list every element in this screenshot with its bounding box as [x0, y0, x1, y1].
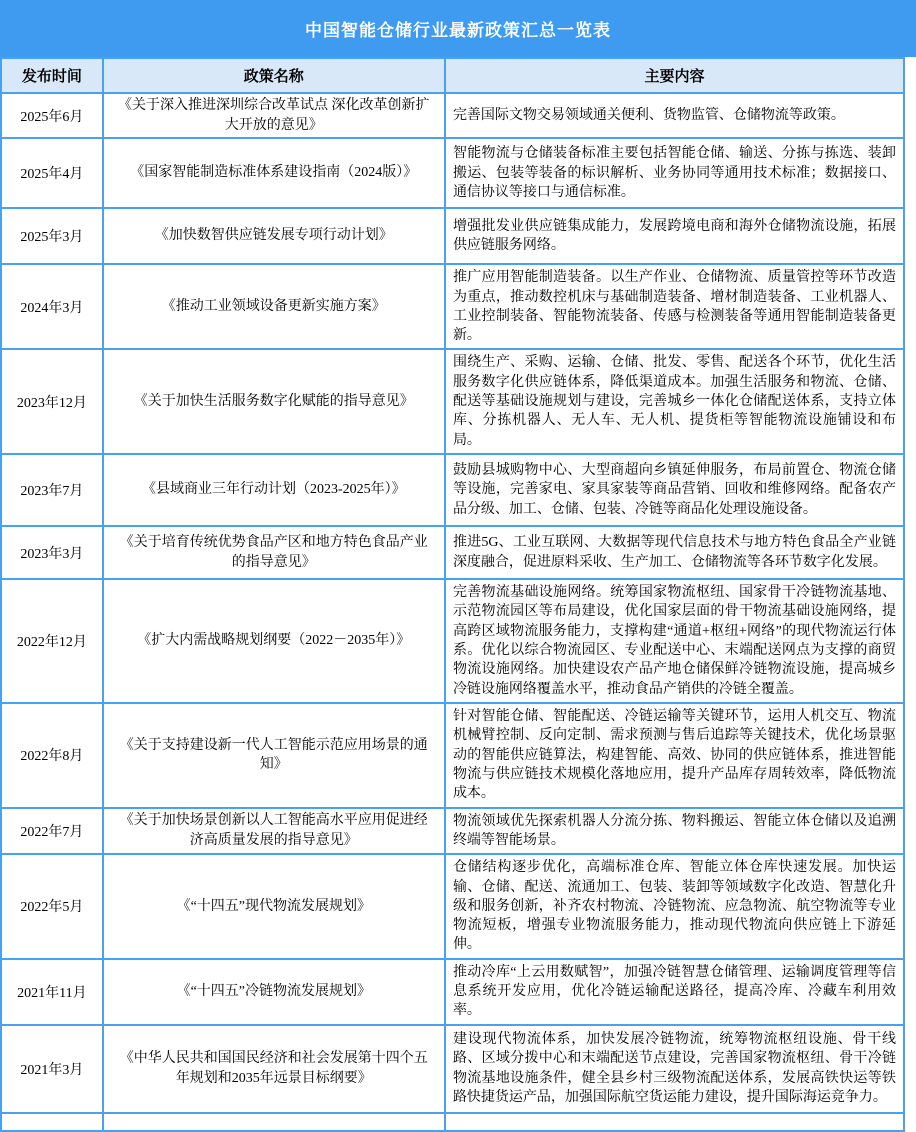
policy-name: 《“十四五”现代物流发展规划》 [103, 854, 445, 959]
policy-content: 完善国际文物交易领域通关便利、货物监管、仓储物流等政策。 [445, 93, 904, 138]
policy-name: 《国家智能制造标准体系建设指南（2024版）》 [103, 138, 445, 208]
policy-content: 推进5G、工业互联网、大数据等现代信息技术与地方特色食品全产业链深度融合，促进原料采收、生产加工、仓储物流等各环节数字化发展。 [445, 526, 904, 579]
table-row [1, 264, 904, 349]
column-header-content: 主要内容 [445, 58, 904, 93]
policy-date: 2022年5月 [1, 854, 103, 959]
table-row [1, 454, 904, 526]
policy-content: 仓储结构逐步优化，高端标准仓库、智能立体仓库快速发展。加快运输、仓储、配送、流通加工、包装、装卸等领域数字化改造、智慧化升级和服务创新，补齐农村物流、冷链物流、应急物流、航空物流等专业物流短板，增强专业物流服务能力，推动现代物流向供应链上下游延伸。 [445, 854, 904, 959]
table-row [1, 1025, 904, 1113]
policy-content: 围绕生产、采购、运输、仓储、批发、零售、配送各个环节，优化生活服务数字化供应链体系，降低渠道成本。加强生活服务和物流、仓储、配送等基础设施规划与建设，完善城乡一体化仓储配送体系，支持立体库、分拣机器人、无人车、无人机、提货柜等智能物流设施铺设和布局。 [445, 349, 904, 454]
table-body [1, 93, 904, 1131]
table-row [1, 208, 904, 264]
policy-name: 《关于深入推进深圳综合改革试点 深化改革创新扩大开放的意见》 [103, 93, 445, 138]
policy-name: 《关于加快场景创新以人工智能高水平应用促进经济高质量发展的指导意见》 [103, 808, 445, 855]
column-header-date: 发布时间 [1, 58, 103, 93]
policy-date [1, 1113, 103, 1131]
policy-date: 2023年12月 [1, 349, 103, 454]
policy-content: 推广应用智能制造装备。以生产作业、仓储物流、质量管控等环节改造为重点，推动数控机床与基础制造装备、增材制造装备、工业机器人、工业控制装备、智能物流装备、传感与检测装备等通用智能制造装备更新。 [445, 264, 904, 349]
table-row [1, 808, 904, 855]
table-row [1, 138, 904, 208]
table-row [1, 349, 904, 454]
policy-date: 2023年3月 [1, 526, 103, 579]
policy-content: 建设现代物流体系，加快发展冷链物流，统筹物流枢纽设施、骨干线路、区域分拨中心和末端配送节点建设，完善国家物流枢纽、骨干冷链物流基地设施条件，健全县乡村三级物流配送体系，发展高铁快运等铁路快捷货运产品，加强国际航空货运能力建设，提升国际海运竞争力。 [445, 1025, 904, 1113]
page-title [0, 0, 916, 57]
policy-content: 增强批发业供应链集成能力，发展跨境电商和海外仓储物流设施，拓展供应链服务网络。 [445, 208, 904, 264]
policy-date: 2025年6月 [1, 93, 103, 138]
policy-content: 物流领域优先探索机器人分流分拣、物料搬运、智能立体仓储以及追溯终端等智能场景。 [445, 808, 904, 855]
policy-date: 2021年3月 [1, 1025, 103, 1113]
policy-name: 《扩大内需战略规划纲要（2022－2035年）》 [103, 579, 445, 703]
column-header-policy: 政策名称 [103, 58, 445, 93]
table-row [1, 959, 904, 1025]
policy-date: 2022年7月 [1, 808, 103, 855]
table-row-partial [1, 1113, 904, 1131]
policy-name: 《加快数智供应链发展专项行动计划》 [103, 208, 445, 264]
page-title-text: 中国智能仓储行业最新政策汇总一览表 [305, 21, 611, 40]
policy-date: 2024年3月 [1, 264, 103, 349]
table-header-row [1, 58, 904, 93]
policy-name: 《“十四五”冷链物流发展规划》 [103, 959, 445, 1025]
policy-name: 《关于支持建设新一代人工智能示范应用场景的通知》 [103, 703, 445, 808]
policy-date: 2025年3月 [1, 208, 103, 264]
policy-content: 针对智能仓储、智能配送、冷链运输等关键环节，运用人机交互、物流机械臂控制、反向定制、需求预测与售后追踪等关键技术，优化场景驱动的智能供应链算法，构建智能、高效、协同的供应链体系，推进智能物流与供应链技术规模化落地应用，提升产品库存周转效率，降低物流成本。 [445, 703, 904, 808]
policy-table [0, 57, 905, 1132]
policy-content: 智能物流与仓储装备标准主要包括智能仓储、输送、分拣与拣选、装卸搬运、包装等装备的标识解析、业务协同等通用技术标准；数据接口、通信协议等接口与通信标准。 [445, 138, 904, 208]
table-row [1, 579, 904, 703]
policy-date: 2025年4月 [1, 138, 103, 208]
policy-name [103, 1113, 445, 1131]
policy-date: 2023年7月 [1, 454, 103, 526]
policy-date: 2021年11月 [1, 959, 103, 1025]
policy-content: 推动冷库“上云用数赋智”，加强冷链智慧仓储管理、运输调度管理等信息系统开发应用，优化冷链运输配送路径，提高冷库、冷藏车利用效率。 [445, 959, 904, 1025]
policy-content [445, 1113, 904, 1131]
policy-name: 《推动工业领域设备更新实施方案》 [103, 264, 445, 349]
policy-date: 2022年12月 [1, 579, 103, 703]
policy-name: 《县域商业三年行动计划（2023-2025年）》 [103, 454, 445, 526]
policy-name: 《关于培育传统优势食品产区和地方特色食品产业的指导意见》 [103, 526, 445, 579]
policy-name: 《关于加快生活服务数字化赋能的指导意见》 [103, 349, 445, 454]
table-row [1, 526, 904, 579]
table-row [1, 854, 904, 959]
table-row [1, 703, 904, 808]
policy-content: 鼓励县城购物中心、大型商超向乡镇延伸服务，布局前置仓、物流仓储等设施，完善家电、家具家装等商品营销、回收和维修网络。配备农产品分级、加工、仓储、包装、冷链等商品化处理设施设备。 [445, 454, 904, 526]
policy-date: 2022年8月 [1, 703, 103, 808]
policy-name: 《中华人民共和国国民经济和社会发展第十四个五年规划和2035年远景目标纲要》 [103, 1025, 445, 1113]
table-row [1, 93, 904, 138]
policy-content: 完善物流基础设施网络。统筹国家物流枢纽、国家骨干冷链物流基地、示范物流园区等布局建设，优化国家层面的骨干物流基础设施网络，提高跨区域物流服务能力，支撑构建“通道+枢纽+网络”的现代物流运行体系。优化以综合物流园区、专业配送中心、末端配送网点为支撑的商贸物流设施网络。加快建设农产品产地仓储保鲜冷链物流设施，提高城乡冷链设施网络覆盖水平，推动食品产销供的冷链全覆盖。 [445, 579, 904, 703]
